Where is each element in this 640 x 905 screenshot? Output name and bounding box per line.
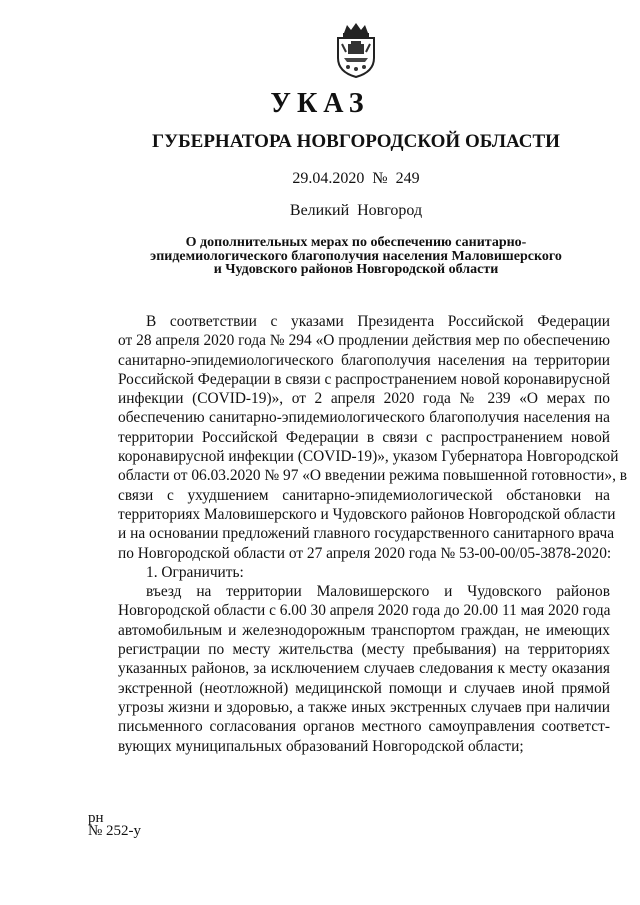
body-line: вующих муниципальных образований Новгородской области; [118, 737, 524, 755]
document-footer [88, 812, 141, 838]
body-line: Российской Федерации в связи с распространением новой коронавирусной [118, 370, 611, 388]
footer-initials: рн [88, 810, 104, 826]
body-line: экстренной (неотложной) медицинской помощи и случаев иной прямой [118, 679, 610, 697]
body-line: инфекции (COVID-19)», от 2 апреля 2020 года № 239 «О мерах по [118, 390, 610, 408]
body-line: 1. Ограничить: [146, 563, 244, 581]
document-date-number: 29.04.2020 № 249 [292, 170, 420, 187]
body-line: территориях Маловишерского и Чудовского районов Новгородской области [118, 505, 616, 523]
footer-registration-number: № 252-у [88, 823, 142, 839]
body-line: Новгородской области с 6.00 30 апреля 2020 года до 20.00 11 мая 2020 года [118, 602, 611, 620]
document-body [118, 312, 628, 756]
body-line: письменного согласования органов местного самоуправления соответст- [118, 718, 610, 736]
body-line: и на основании предложений главного государственного санитарного врача [118, 525, 615, 543]
body-line: обеспечению санитарно-эпидемиологического благополучия населения на [118, 409, 610, 427]
body-line: угрозы жизни и здоровью, а также иных экстренных случаев при наличии [118, 698, 610, 716]
body-line: коронавирусной инфекции (COVID-19)», указом Губернатора Новгородской [118, 448, 619, 466]
body-line: В соответствии с указами Президента Российской Федерации [146, 313, 610, 330]
heading-line: и Чудовского районов Новгородской области [213, 262, 499, 277]
document-city: Великий Новгород [289, 202, 423, 219]
document-title: УКАЗ [270, 88, 370, 119]
body-line: въезд на территории Маловишерского и Чудовского районов [146, 583, 610, 601]
body-line: по Новгородской области от 27 апреля 2020 года № 53-00-00/05-3878-2020: [118, 544, 612, 562]
body-line: регистрации по месту жительства (месту пребывания) на территориях [118, 641, 610, 659]
heading-line: эпидемиологического благополучия населения Маловишерского [150, 248, 562, 264]
body-line: от 28 апреля 2020 года № 294 «О продлении действия мер по обеспечению [118, 332, 610, 350]
body-line: области от 06.03.2020 № 97 «О введении режима повышенной готовности», в [118, 467, 628, 485]
document-heading [0, 236, 640, 277]
body-line: территории Российской Федерации в связи с распространением новой [118, 428, 610, 446]
body-line: связи с ухудшением санитарно-эпидемиологической обстановки на [118, 486, 610, 504]
document-subtitle: ГУБЕРНАТОРА НОВГОРОДСКОЙ ОБЛАСТИ [152, 131, 560, 152]
body-line: санитарно-эпидемиологического благополучия населения на территории [118, 351, 610, 369]
body-line: указанных районов, за исключением случаев следования к месту оказания [118, 660, 610, 678]
body-line: автомобильным и железнодорожным транспортом граждан, не имеющих [118, 621, 610, 639]
coat-of-arms-icon [332, 22, 380, 78]
heading-line: О дополнительных мерах по обеспечению санитарно- [185, 235, 527, 250]
